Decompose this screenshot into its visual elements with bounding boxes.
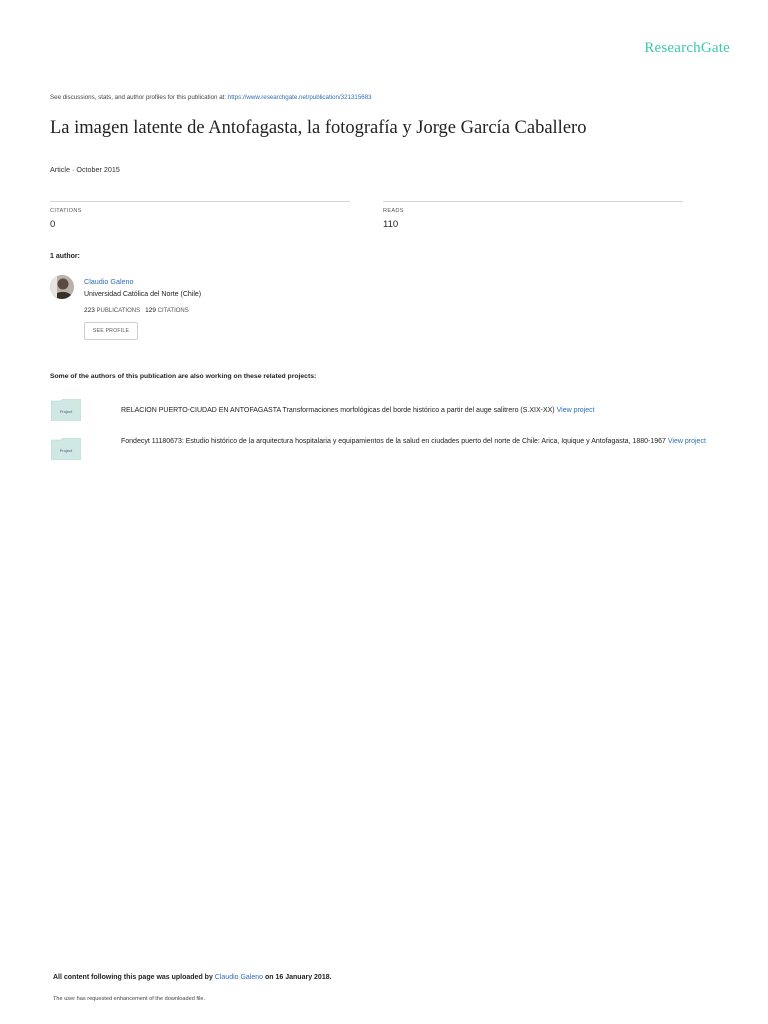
project-folder-icon	[51, 399, 81, 421]
uploader-link[interactable]: Claudio Galeno	[214, 974, 264, 981]
author-photo-icon	[50, 275, 74, 299]
project-description: Fondecyt 11180673: Estudio histórico de la arquitectura hospitalaria y equipamientos de la salud en ciudades puerto del norte de Chile: Arica, Iquique y Antofagasta, 1880-1967	[121, 438, 666, 445]
publication-title: La imagen latente de Antofagasta, la fotografía y Jorge García Caballero	[50, 118, 587, 138]
view-project-link[interactable]: View project	[556, 407, 595, 414]
reads-label: READS	[383, 208, 404, 214]
view-project-link[interactable]: View project	[667, 438, 706, 445]
project-item	[121, 403, 711, 418]
author-citations-label: CITATIONS	[157, 308, 189, 314]
reads-divider	[383, 201, 683, 202]
author-name-link[interactable]: Claudio Galeno	[84, 277, 134, 286]
project-icon-label: Project	[59, 409, 73, 414]
related-projects-heading: Some of the authors of this publication are also working on these related projects:	[50, 373, 317, 380]
discussion-notice	[50, 94, 372, 101]
upload-prefix: All content following this page was uploaded by	[53, 974, 213, 981]
publication-url-link[interactable]: https://www.researchgate.net/publication/321315683	[227, 94, 372, 101]
citations-value: 0	[50, 219, 56, 230]
enhancement-note: The user has requested enhancement of the downloaded file.	[53, 996, 206, 1002]
authors-heading: 1 author:	[50, 253, 80, 260]
upload-notice	[53, 974, 332, 981]
project-folder-icon	[51, 438, 81, 460]
discussion-prefix: See discussions, stats, and author profiles for this publication at:	[50, 94, 227, 101]
author-publications-label: PUBLICATIONS	[96, 308, 141, 314]
publication-meta: Article · October 2015	[50, 165, 120, 174]
citations-divider	[50, 201, 350, 202]
author-publications-count: 223	[84, 307, 95, 314]
citations-label: CITATIONS	[50, 208, 82, 214]
project-description: RELACION PUERTO-CIUDAD EN ANTOFAGASTA Transformaciones morfológicas del borde histórico a partir del auge salitrero (S.XIX-XX)	[121, 407, 555, 414]
author-institution: Universidad Católica del Norte (Chile)	[84, 291, 202, 298]
researchgate-logo[interactable]: ResearchGate	[644, 40, 730, 56]
see-profile-button[interactable]: SEE PROFILE	[84, 322, 138, 340]
author-stats	[84, 307, 189, 314]
author-citations-count: 129	[145, 307, 156, 314]
project-icon[interactable]	[51, 438, 81, 465]
project-icon-label: Project	[59, 448, 73, 453]
reads-value: 110	[383, 219, 399, 230]
author-avatar[interactable]	[50, 275, 74, 299]
project-icon[interactable]	[51, 399, 81, 426]
upload-suffix: on 16 January 2018.	[265, 974, 332, 981]
project-item	[121, 434, 717, 449]
